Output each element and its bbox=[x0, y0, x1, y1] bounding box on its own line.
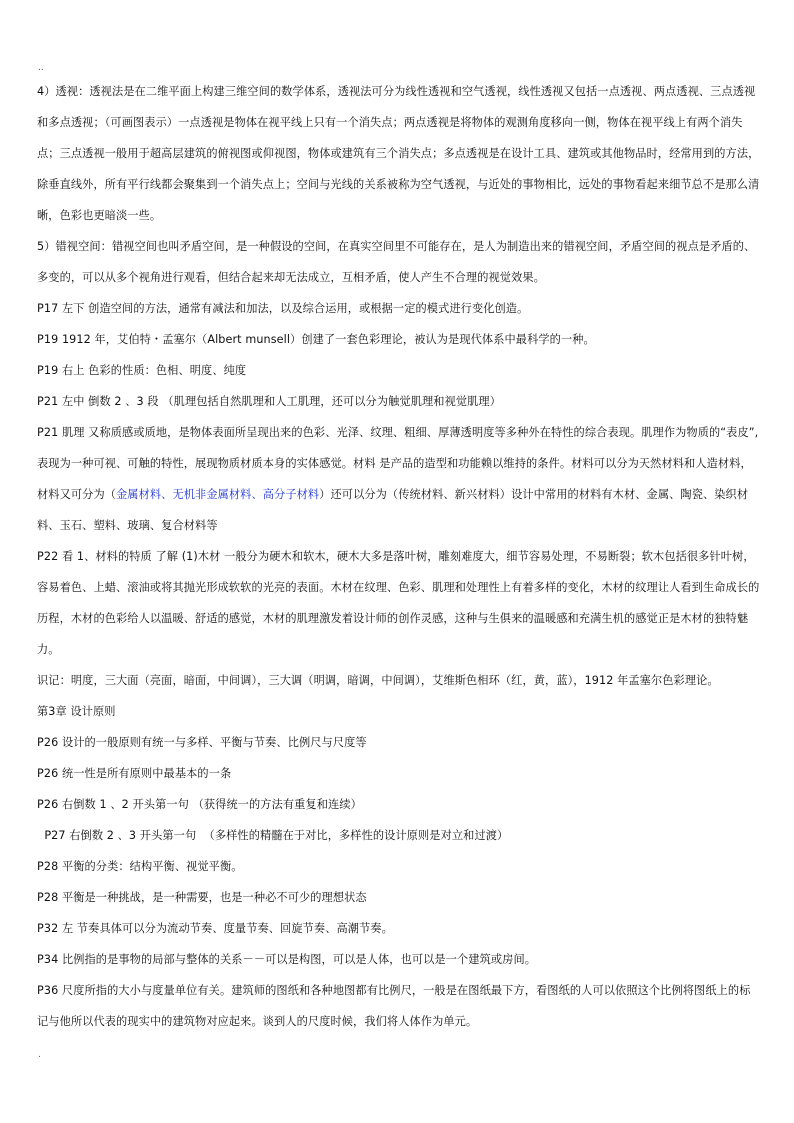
para-p28-balance-types: P28 平衡的分类：结构平衡、视觉平衡。 bbox=[37, 860, 243, 873]
para-p36-scale: P36 尺度所指的大小与度量单位有关。建筑师的图纸和各种地图都有比例尺，一般是在图纸最下方，看图纸的人可以依照这个比例将图纸上的标记与他所以代表的现实中的建筑物对应起来。谈到人的尺度时候，我们将人体作为单元。 bbox=[37, 984, 751, 1028]
para-p28-balance: P28 平衡是一种挑战，是一种需要，也是一种必不可少的理想状态 bbox=[37, 891, 367, 904]
para-p22-wood: P22 看 1、材料的特质 了解 (1)木材 一般分为硬木和软木，硬木大多是落叶树，雕刻难度大，细节容易处理，不易断裂；软木包括很多针叶树，容易着色、上蜡、滚油或将其抛光形成软软的光亮的表面。木材在纹理、色彩、肌理和处理性上有着多样的变化，木材的纹理让人看到生命成长的历程，木材的色彩给人以温暖、舒适的感觉，木材的肌理激发着设计师的创作灵感，这种与生俱来的温暖感和充满生机的感觉正是木材的独特魅力。 bbox=[37, 550, 760, 656]
p21-blue-materials: 金属材料、无机非金属材料、高分子材料 bbox=[116, 488, 320, 501]
para-illusion-space: 5）错视空间：错视空间也叫矛盾空间，是一种假设的空间，在真实空间里不可能存在，是人为制造出来的错视空间，矛盾空间的视点是矛盾的、多变的，可以从多个视角进行观看，但结合起来却无法成立，互相矛盾，使人产生不合理的视觉效果。 bbox=[37, 240, 756, 284]
chapter-heading: 第3章 设计原则 bbox=[37, 705, 116, 718]
para-p21-texture bbox=[37, 417, 761, 541]
para-p21-texture-note: P21 左中 倒数 2 、3 段 （肌理包括自然肌理和人工肌理，还可以分为触觉肌理和视觉肌理） bbox=[37, 395, 502, 408]
para-p19-munsell: P19 1912 年，艾伯特・孟塞尔（Albert munsell）创建了一套色彩理论，被认为是现代体系中最科学的一种。 bbox=[37, 333, 595, 346]
para-p17: P17 左下 创造空间的方法，通常有减法和加法，以及综合运用，或根据一定的模式进行变化创造。 bbox=[37, 302, 529, 315]
para-p27: P27 右倒数 2 、3 开头第一句 （多样性的精髓在于对比，多样性的设计原则是对立和过渡） bbox=[37, 829, 509, 842]
bottom-mark: . bbox=[38, 1050, 41, 1060]
para-p34-proportion: P34 比例指的是事物的局部与整体的关系－－可以是构图，可以是人体，也可以是一个建筑或房间。 bbox=[37, 953, 537, 966]
para-memorize: 识记：明度，三大面（亮面，暗面，中间调），三大调（明调，暗调，中间调），艾维斯色相环（红，黄，蓝），1912 年孟塞尔色彩理论。 bbox=[37, 674, 719, 687]
document-body bbox=[37, 76, 761, 1037]
para-perspective: 4）透视：透视法是在二维平面上构建三维空间的数学体系，透视法可分为线性透视和空气透视，线性透视又包括一点透视、两点透视、三点透视和多点透视；（可画图表示）一点透视是物体在视平线上只有一个消失点；两点透视是将物体的观测角度移向一侧，物体在视平线上有两个消失点；三点透视一般用于超高层建筑的俯视图或仰视图，物体或建筑有三个消失点；多点透视是在设计工具、建筑或其他物品时，经常用到的方法，除垂直线外，所有平行线都会聚集到一个消失点上；空间与光线的关系被称为空气透视，与近处的事物相比，远处的事物看起来细节总不是那么清晰，色彩也更暗淡一些。 bbox=[37, 85, 760, 222]
para-p26-right: P26 右倒数 1 、2 开头第一句 （获得统一的方法有重复和连续） bbox=[37, 798, 362, 811]
para-p19-color: P19 右上 色彩的性质：色相、明度、纯度 bbox=[37, 364, 247, 377]
top-mark: .. bbox=[38, 63, 44, 73]
para-p26-principles: P26 设计的一般原则有统一与多样、平衡与节奏、比例尺与尺度等 bbox=[37, 736, 367, 749]
p21-text-post: ）还可以分为（传统材料、新兴材料）设计中常用的材料有木材、金属、陶瓷、染织材料、玉石、塑料、玻璃、复合材料等 bbox=[37, 488, 749, 532]
p21-text-pre: P21 肌理 又称质感或质地，是物体表面所呈现出来的色彩、光泽、纹理、粗细、厚薄透明度等多种外在特性的综合表现。肌理作为物质的“表皮”,表现为一种可视、可触的特性，展现物质材质本身的实体感觉。材料 是产品的造型和功能赖以维持的条件。材料可以分为天然材料和人造材料，材料又可分为（ bbox=[37, 426, 759, 501]
para-p32-rhythm: P32 左 节奏具体可以分为流动节奏、度量节奏、回旋节奏、高潮节奏。 bbox=[37, 922, 393, 935]
para-p26-unity: P26 统一性是所有原则中最基本的一条 bbox=[37, 767, 232, 780]
